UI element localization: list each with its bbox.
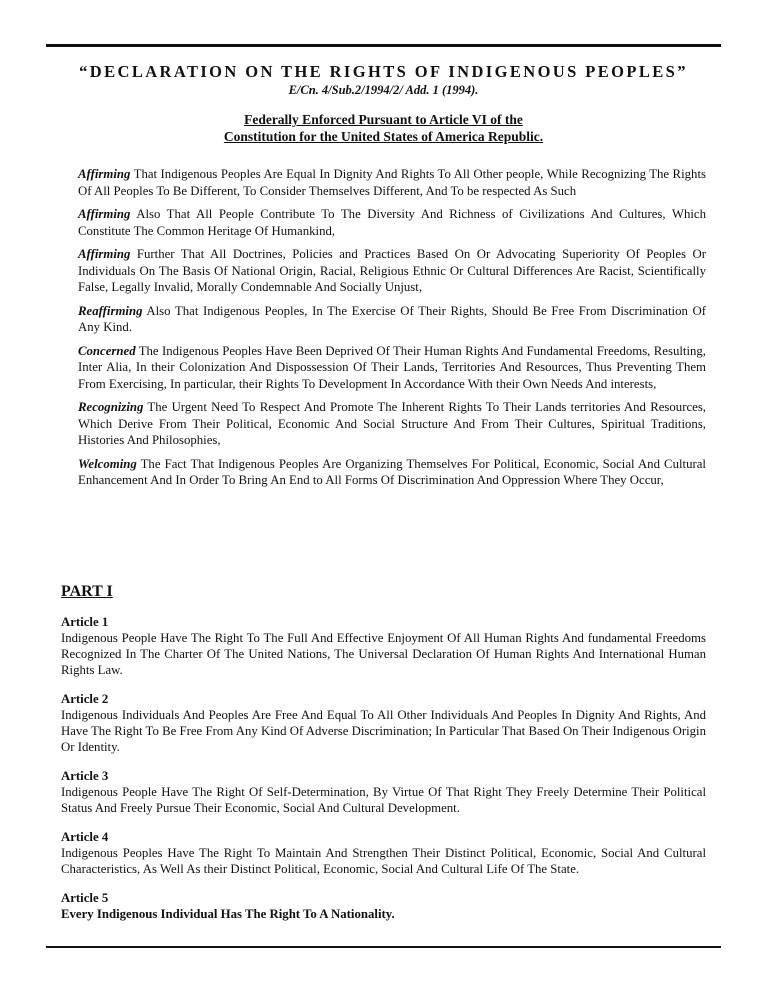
federal-enforcement-note [46,111,721,145]
preamble-keyword: Recognizing [78,400,144,414]
article [61,691,706,755]
article-heading: Article 4 [61,830,109,844]
preamble-text: The Indigenous Peoples Have Been Deprived Of Their Human Rights And Fundamental Freedoms, Resulting, Inter Alia, In their Colonization And Dispossession Of Their Lands, Territories And Resources, Thus Preventing Them From Exercising, In particular, their Rights To Development In Accordance With their Own Needs And interests, [78,343,706,391]
preamble-keyword: Affirming [78,207,131,221]
preamble-keyword: Concerned [78,343,136,358]
top-rule [46,44,721,47]
preamble-paragraph [78,399,706,449]
article [61,890,706,922]
preamble-paragraph [78,303,706,336]
preamble-text: The Urgent Need To Respect And Promote The Inherent Rights To Their Lands territories And Resources, Which Derive From Their Political, Economic And Social Structure And From Their Cultures, Spiritual Traditions, Histories And Philosophies, [78,400,706,447]
article-text: Indigenous Peoples Have The Right To Maintain And Strengthen Their Distinct Political, Economic, Social And Cultural Characteristics, As Well As their Distinct Political, Economic, Social And Cultural Life Of The State. [61,846,706,876]
preamble-paragraph [78,246,706,296]
article-text: Indigenous People Have The Right Of Self-Determination, By Virtue Of That Right They Freely Determine Their Political Status And Freely Pursue Their Economic, Social And Cultural Development. [61,785,706,815]
articles-list [61,614,706,935]
article [61,614,706,678]
preamble-paragraph [78,456,706,489]
preamble-paragraph [78,206,706,239]
article [61,829,706,877]
article-text: Indigenous People Have The Right To The Full And Effective Enjoyment Of All Human Rights And fundamental Freedoms Recognized In The Charter Of The United Nations, The Universal Declaration Of Human Rights And International Human Rights Law. [61,631,706,677]
preamble-text: That Indigenous Peoples Are Equal In Dignity And Rights To All Other people, While Recognizing The Rights Of All Peoples To Be Different, To Consider Themselves Different, And To be respected As Such [78,167,706,198]
federal-line-2: Constitution for the United States of America Republic. [223,129,544,144]
article-heading: Article 1 [61,615,109,629]
preamble-keyword: Welcoming [78,456,137,471]
part-heading: PART I [61,583,113,600]
preamble-text: Also That All People Contribute To The Diversity And Richness of Civilizations And Cultures, Which Constitute The Common Heritage Of Humankind, [78,207,706,238]
article [61,768,706,816]
preamble-text: The Fact That Indigenous Peoples Are Organizing Themselves For Political, Economic, Social And Cultural Enhancement And In Order To Bring An End to All Forms Of Discrimination And Oppression Where They Occur, [78,456,706,487]
bottom-rule [46,946,721,948]
article-heading: Article 5 [61,891,109,905]
preamble-paragraph [78,166,706,199]
preamble [78,166,706,496]
federal-line-1: Federally Enforced Pursuant to Article VI of the [244,112,523,127]
article-heading: Article 3 [61,769,109,783]
preamble-text: Also That Indigenous Peoples, In The Exercise Of Their Rights, Should Be Free From Discrimination Of Any Kind. [78,303,706,334]
preamble-keyword: Affirming [78,167,131,181]
document-title: “DECLARATION ON THE RIGHTS OF INDIGENOUS PEOPLES” [79,62,688,81]
article-heading: Article 2 [61,692,109,706]
preamble-keyword: Affirming [78,247,131,261]
preamble-paragraph [78,343,706,393]
document-reference: E/Cn. 4/Sub.2/1994/2/ Add. 1 (1994). [288,83,479,97]
article-text: Every Indigenous Individual Has The Right To A Nationality. [61,907,395,921]
preamble-text: Further That All Doctrines, Policies and Practices Based On Or Advocating Superiority Of Peoples Or Individuals On The Basis Of National Origin, Racial, Religious Ethnic Or Cultural Differences Are Racist, Scientifically False, Legally Invalid, Morally Condemnable And Socially Unjust, [78,247,706,294]
article-text: Indigenous Individuals And Peoples Are Free And Equal To All Other Individuals And Peoples In Dignity And Rights, And Have The Right To Be Free From Any Kind Of Adverse Discrimination; In Particular That Based On Their Indigenous Origin Or Identity. [61,708,706,754]
preamble-keyword: Reaffirming [78,303,143,318]
